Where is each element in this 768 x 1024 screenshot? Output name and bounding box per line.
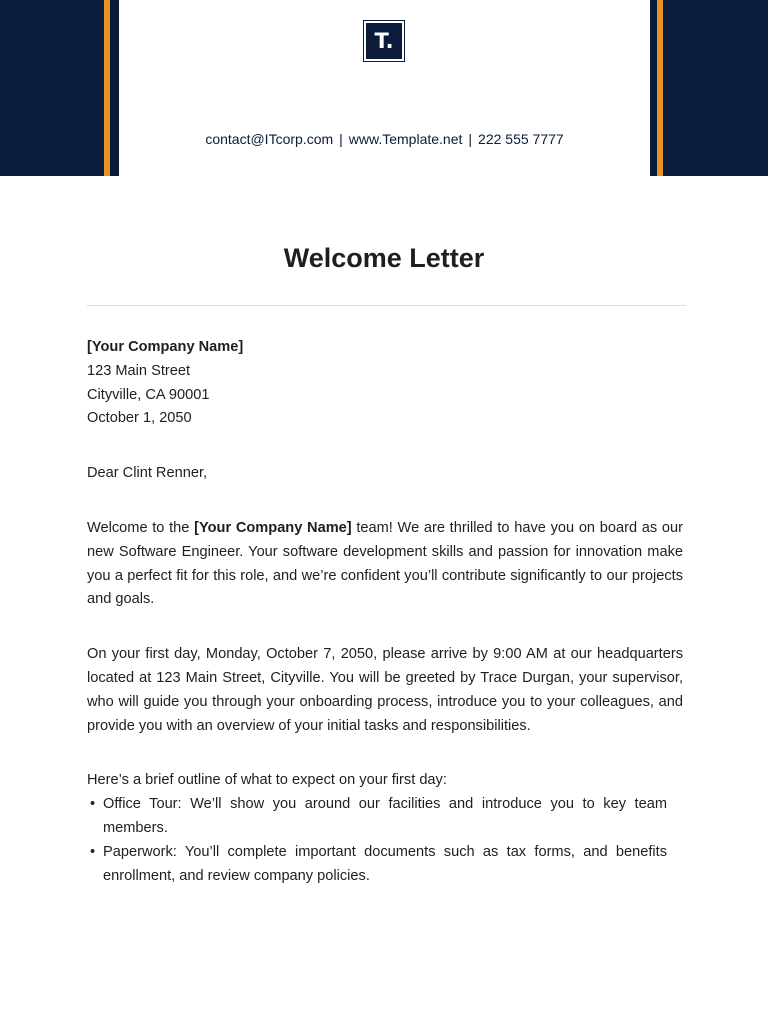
header-accent-stripe-left	[104, 0, 110, 176]
first-day-outline	[87, 793, 667, 888]
contact-phone: 222 555 7777	[478, 131, 564, 147]
contact-email[interactable]: contact@ITcorp.com	[205, 131, 334, 147]
letterhead	[0, 0, 768, 176]
title-divider	[87, 305, 686, 306]
paragraph-welcome-company: [Your Company Name]	[194, 519, 352, 536]
letter-date: October 1, 2050	[87, 410, 192, 427]
paragraph-welcome-start: Welcome to the	[87, 519, 195, 536]
list-item: • Paperwork: You’ll complete important documents such as tax forms, and benefits enrollment, and review company policies.	[103, 841, 667, 889]
address-company: [Your Company Name]	[87, 339, 244, 355]
contact-separator: |	[339, 131, 343, 147]
letter-title: Welcome Letter	[283, 243, 485, 273]
letter-body	[87, 336, 683, 888]
salutation: Dear Clint Renner,	[87, 465, 208, 482]
address-street: 123 Main Street	[87, 362, 191, 379]
list-item: • Office Tour: We’ll show you around our facilities and introduce you to key team members.	[103, 793, 667, 841]
paragraph-welcome	[87, 517, 683, 612]
paragraph-welcome-rest: team! We are thrilled to have you on board as our new Software Engineer. Your software development skills and passion for innovation make you a perfect fit for this role, and we’re confident you’ll contribute significantly to our projects and goals.	[87, 519, 683, 608]
contact-info	[119, 131, 650, 147]
sender-address	[87, 336, 683, 431]
header-navy-panel-right	[650, 0, 768, 176]
header-accent-stripe-right	[657, 0, 663, 176]
paragraph-first-day: On your first day, Monday, October 7, 2050, please arrive by 9:00 AM at our headquarters located at 123 Main Street, Cityville. You will be greeted by Trace Durgan, your supervisor, who will guide you through your onboarding process, introduce you to your colleagues, and provide you with an overview of your initial tasks and responsibilities.	[87, 646, 683, 734]
contact-separator: |	[468, 131, 473, 147]
contact-website[interactable]: www.Template.net	[348, 131, 463, 147]
outline-intro: Here’s a brief outline of what to expect on your first day:	[87, 772, 447, 789]
company-logo-icon	[364, 21, 404, 61]
address-city: Cityville, CA 90001	[87, 386, 210, 403]
logo-text: T.	[374, 28, 394, 53]
header-navy-panel-left	[0, 0, 119, 176]
